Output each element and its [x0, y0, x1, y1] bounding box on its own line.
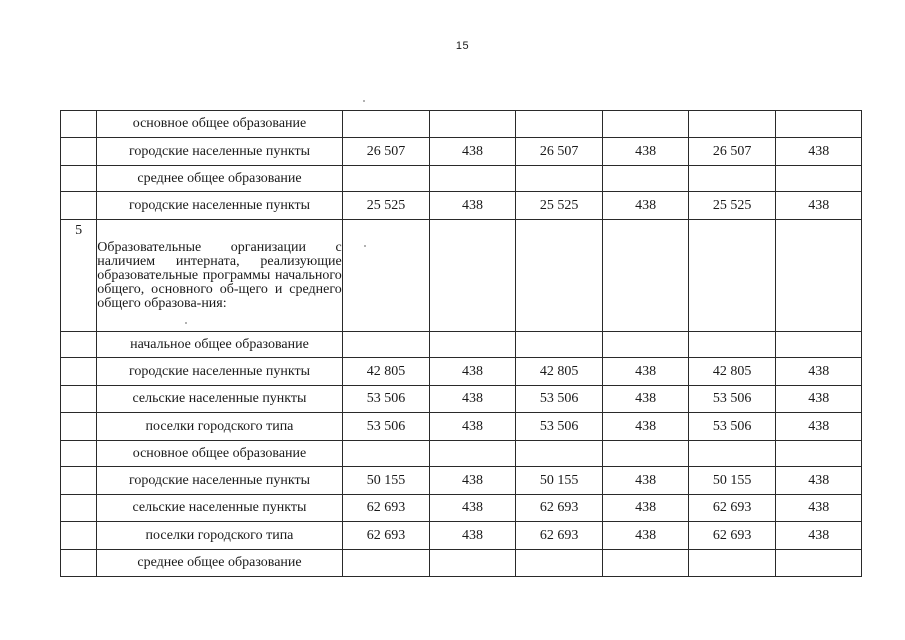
- value-cell: [430, 166, 516, 192]
- value-cell: 438: [430, 358, 516, 386]
- row-number: [61, 522, 97, 550]
- value-cell: 62 693: [688, 522, 776, 550]
- row-label: городские населенные пункты: [97, 358, 343, 386]
- value-cell: 438: [603, 467, 689, 495]
- value-cell: 438: [776, 358, 862, 386]
- value-cell: 438: [430, 467, 516, 495]
- row-label: городские населенные пункты: [97, 138, 343, 166]
- value-cell: [515, 111, 603, 138]
- value-cell: [776, 111, 862, 138]
- table-row: [61, 332, 862, 358]
- value-cell: 50 155: [688, 467, 776, 495]
- page-number: 15: [455, 40, 470, 52]
- row-label: городские населенные пункты: [97, 467, 343, 495]
- value-cell: 53 506: [342, 386, 430, 413]
- table-row: [61, 166, 862, 192]
- row-label: основное общее образование: [97, 111, 343, 138]
- value-cell: 438: [603, 358, 689, 386]
- value-cell: 438: [430, 413, 516, 441]
- value-cell: 438: [430, 522, 516, 550]
- value-cell: 26 507: [342, 138, 430, 166]
- value-cell: 53 506: [515, 386, 603, 413]
- value-cell: 438: [603, 495, 689, 522]
- row-number: [61, 166, 97, 192]
- value-cell: 438: [603, 192, 689, 220]
- value-cell: [603, 441, 689, 467]
- value-cell: [515, 550, 603, 577]
- row-number: [61, 138, 97, 166]
- value-cell: [342, 550, 430, 577]
- value-cell: [430, 332, 516, 358]
- table-row: [61, 358, 862, 386]
- value-cell: [515, 441, 603, 467]
- row-label: поселки городского типа: [97, 413, 343, 441]
- value-cell: 25 525: [342, 192, 430, 220]
- value-cell: [776, 220, 862, 332]
- row-number: [61, 111, 97, 138]
- value-cell: 438: [776, 138, 862, 166]
- value-cell: 25 525: [515, 192, 603, 220]
- value-cell: 53 506: [342, 413, 430, 441]
- table-row: [61, 495, 862, 522]
- value-cell: 438: [430, 138, 516, 166]
- value-cell: 438: [776, 192, 862, 220]
- table-row: [61, 192, 862, 220]
- row-label: начальное общее образование: [97, 332, 343, 358]
- value-cell: 438: [603, 413, 689, 441]
- value-cell: [342, 441, 430, 467]
- value-cell: [515, 332, 603, 358]
- value-cell: 62 693: [688, 495, 776, 522]
- section-description: Образовательные организации с наличием интерната, реализующие образовательные программы начального общего, основного об-щего и среднего общего образова-ния:: [97, 220, 343, 332]
- value-cell: 438: [603, 386, 689, 413]
- row-number: [61, 550, 97, 577]
- scan-speck: [363, 100, 365, 102]
- value-cell: [776, 550, 862, 577]
- table-row: [61, 522, 862, 550]
- value-cell: [342, 111, 430, 138]
- table-row: [61, 550, 862, 577]
- value-cell: [603, 111, 689, 138]
- row-number: [61, 386, 97, 413]
- value-cell: [688, 332, 776, 358]
- value-cell: [688, 550, 776, 577]
- row-number: [61, 192, 97, 220]
- row-number: 5: [61, 220, 97, 332]
- value-cell: [603, 220, 689, 332]
- row-number: [61, 413, 97, 441]
- row-number: [61, 467, 97, 495]
- table-row: [61, 138, 862, 166]
- table-row: [61, 111, 862, 138]
- row-number: [61, 495, 97, 522]
- value-cell: [688, 166, 776, 192]
- value-cell: [430, 441, 516, 467]
- row-label: среднее общее образование: [97, 166, 343, 192]
- value-cell: [342, 166, 430, 192]
- value-cell: [603, 166, 689, 192]
- value-cell: [342, 220, 430, 332]
- value-cell: 438: [603, 522, 689, 550]
- value-cell: [603, 332, 689, 358]
- value-cell: 438: [776, 467, 862, 495]
- row-label: сельские населенные пункты: [97, 495, 343, 522]
- tariff-table-body: [61, 111, 862, 577]
- value-cell: 26 507: [515, 138, 603, 166]
- row-number: [61, 441, 97, 467]
- row-label: поселки городского типа: [97, 522, 343, 550]
- value-cell: [688, 220, 776, 332]
- value-cell: 25 525: [688, 192, 776, 220]
- value-cell: [688, 111, 776, 138]
- value-cell: 438: [776, 386, 862, 413]
- value-cell: [776, 332, 862, 358]
- value-cell: [430, 111, 516, 138]
- value-cell: [515, 166, 603, 192]
- value-cell: 438: [603, 138, 689, 166]
- row-label: основное общее образование: [97, 441, 343, 467]
- value-cell: [776, 166, 862, 192]
- table-row: [61, 386, 862, 413]
- value-cell: 62 693: [515, 522, 603, 550]
- table-row-section: [61, 220, 862, 332]
- value-cell: 42 805: [342, 358, 430, 386]
- value-cell: 50 155: [342, 467, 430, 495]
- value-cell: [603, 550, 689, 577]
- value-cell: 438: [430, 386, 516, 413]
- row-label: среднее общее образование: [97, 550, 343, 577]
- value-cell: [776, 441, 862, 467]
- value-cell: [342, 332, 430, 358]
- value-cell: 53 506: [515, 413, 603, 441]
- tariff-table: [60, 110, 862, 577]
- value-cell: 26 507: [688, 138, 776, 166]
- table-row: [61, 413, 862, 441]
- value-cell: 42 805: [515, 358, 603, 386]
- table-row: [61, 441, 862, 467]
- value-cell: 438: [430, 495, 516, 522]
- value-cell: 50 155: [515, 467, 603, 495]
- value-cell: 62 693: [342, 522, 430, 550]
- table-row: [61, 467, 862, 495]
- value-cell: 42 805: [688, 358, 776, 386]
- value-cell: 53 506: [688, 386, 776, 413]
- row-label: городские населенные пункты: [97, 192, 343, 220]
- row-number: [61, 332, 97, 358]
- value-cell: [515, 220, 603, 332]
- value-cell: 438: [776, 413, 862, 441]
- value-cell: [430, 550, 516, 577]
- value-cell: 438: [776, 495, 862, 522]
- value-cell: 438: [430, 192, 516, 220]
- value-cell: 62 693: [515, 495, 603, 522]
- value-cell: 53 506: [688, 413, 776, 441]
- value-cell: 438: [776, 522, 862, 550]
- row-number: [61, 358, 97, 386]
- value-cell: [688, 441, 776, 467]
- value-cell: 62 693: [342, 495, 430, 522]
- value-cell: [430, 220, 516, 332]
- row-label: сельские населенные пункты: [97, 386, 343, 413]
